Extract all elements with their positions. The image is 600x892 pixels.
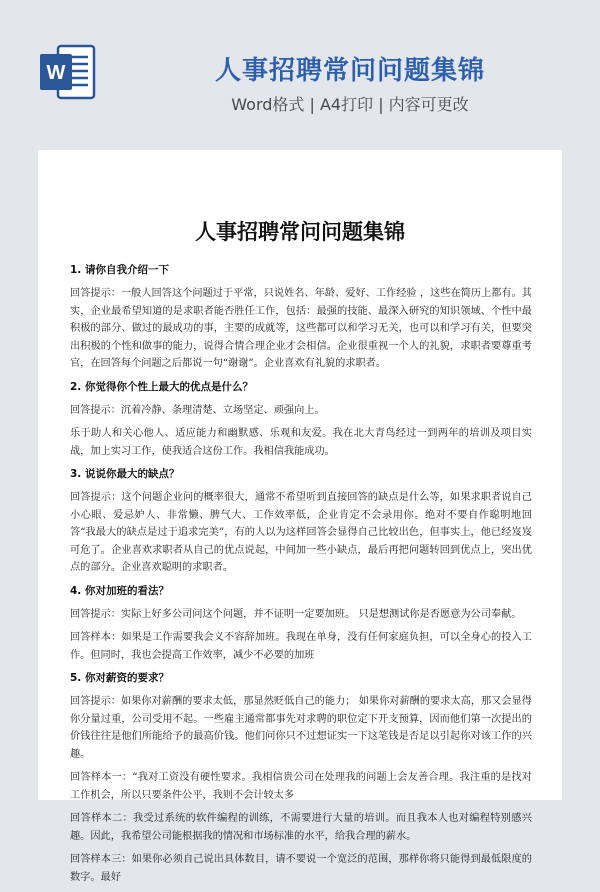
paragraph: 回答提示：一般人回答这个问题过于平常，只说姓名、年龄、爱好、工作经验 ，这些在简历上都有。其实，企业最希望知道的是求职者能否胜任工作，包括：最强的技能、最深入研究的知识领域、个性中最积极的部分、做过的最成功的事，主要的成就等，这些都可以和学习无关，也可以和学习有关，但要突出积极的个性和做事的能力，说得合情合理企业才会相信。企业很重视一个人的礼貌，求职者要尊重考官，在回答每个问题之后都说一句“谢谢”。企业喜欢有礼貌的求职者。 <box>70 288 532 369</box>
document-title: 人事招聘常问问题集锦 <box>195 220 405 244</box>
section-heading: 3. 说说你最大的缺点？ <box>70 468 180 480</box>
section-heading: 1. 请你自我介绍一下 <box>70 264 169 276</box>
paragraph: 回答提示：沉着冷静、条理清楚、立场坚定、顽强向上。 <box>70 404 325 416</box>
section-heading: 4. 你对加班的看法？ <box>70 584 169 597</box>
paragraph: 回答提示：这个问题企业问的概率很大，通常不希望听到直接回答的缺点是什么等，如果求职者说自己小心眼、爱忌妒人、非常懒、脾气大、工作效率低，企业肯定不会录用你。绝对不要自作聪明地回答“我最大的缺点是过于追求完美”，有的人以为这样回答会显得自己比较出色，但事实上，他已经岌岌可危了。企业喜欢求职者从自己的优点说起，中间加一些小缺点，最后再把问题转回到优点上，突出优点的部分。企业喜欢聪明的求职者。 <box>70 492 532 573</box>
paragraph: 回答提示：如果你对薪酬的要求太低，那显然贬低自己的能力； 如果你对薪酬的要求太高，那又会显得你分量过重，公司受用不起。一些雇主通常都事先对求聘的职位定下开支预算，因而他们第一次提出的价钱往往是他们所能给予的最高价钱。他们问你只不过想证实一下这笔钱是否足以引起你对该工作的兴趣。 <box>70 696 532 760</box>
word-logo-letter: W <box>46 62 66 84</box>
section-heading: 2. 你觉得你个性上最大的优点是什么？ <box>70 380 253 393</box>
paragraph: 回答样本一：“我对工资没有硬性要求。我相信贵公司在处理我的问题上会友善合理。我注重的是找对工作机会，所以只要条件公平，我则不会计较太多 <box>70 772 532 801</box>
header-title: 人事招聘常问问题集锦 <box>214 56 485 86</box>
paragraph: 回答样本二：我受过系统的软件编程的训练，不需要进行大量的培训。而且我本人也对编程特别感兴趣。因此，我希望公司能根据我的情况和市场标准的水平，给我合理的薪水。 <box>70 813 532 842</box>
paragraph: 回答提示：实际上好多公司问这个问题，并不证明一定要加班。 只是想测试你是否愿意为公司奉献。 <box>70 608 522 620</box>
paragraph: 乐于助人和关心他人、适应能力和幽默感、乐观和友爱。我在北大青鸟经过一到两年的培训及项目实战，加上实习工作，使我适合这份工作。我相信我能成功。 <box>70 428 532 457</box>
preview-header <box>0 0 600 150</box>
word-app-icon <box>38 42 96 102</box>
header-subtitle: Word格式 | A4打印 | 内容可更改 <box>231 95 469 114</box>
section-heading: 5. 你对薪资的要求？ <box>70 672 169 684</box>
document-body <box>70 260 532 892</box>
paragraph: 回答样本：如果是工作需要我会义不容辞加班。我现在单身，没有任何家庭负担，可以全身心的投入工作。但同时，我也会提高工作效率，减少不必要的加班 <box>70 632 532 661</box>
document-page <box>38 150 562 883</box>
paragraph: 回答样本三：如果你必须自己说出具体数目，请不要说一个宽泛的范围，那样你将只能得到最低限度的数字。最好 <box>70 854 532 883</box>
